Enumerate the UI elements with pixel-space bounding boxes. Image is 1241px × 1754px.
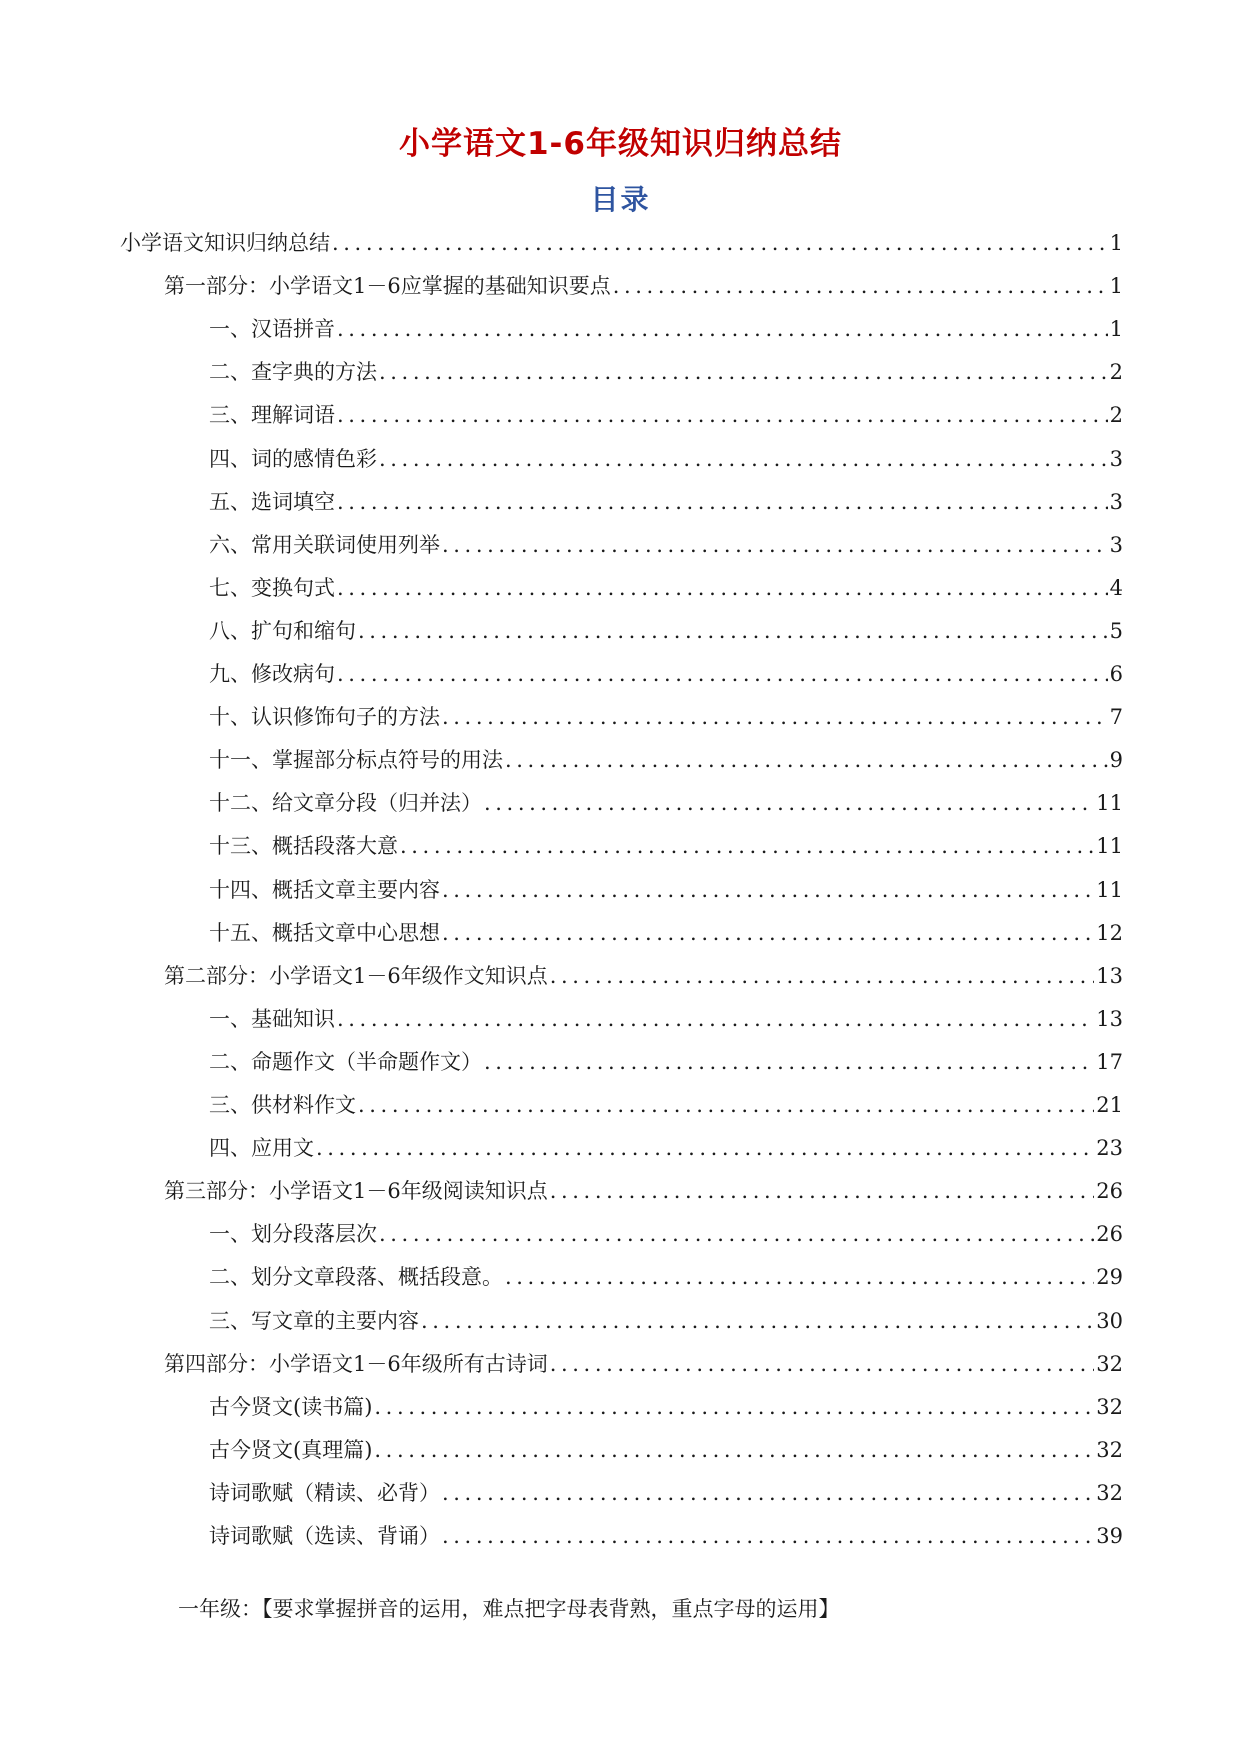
toc-dot-leader [442, 700, 1108, 734]
toc-entry[interactable] [209, 1304, 1123, 1338]
toc-entry[interactable] [209, 829, 1123, 863]
toc-entry[interactable] [209, 1217, 1123, 1251]
toc-entry-title: 一、基础知识 [209, 1006, 335, 1031]
toc-entry[interactable] [209, 1476, 1123, 1510]
toc-dot-leader [550, 959, 1095, 993]
toc-dot-leader [484, 786, 1094, 820]
toc-page-number: 11 [1096, 791, 1123, 816]
toc-entry[interactable] [209, 485, 1123, 519]
toc-entry-title: 八、扩句和缩句 [209, 618, 356, 643]
toc-page-number: 3 [1109, 446, 1123, 471]
toc-entry[interactable] [164, 1347, 1123, 1381]
toc-entry-title: 十、认识修饰句子的方法 [209, 705, 440, 730]
toc-entry[interactable] [209, 1433, 1123, 1467]
document-title: 小学语文1-6年级知识归纳总结 [398, 126, 842, 162]
toc-dot-leader [337, 1002, 1094, 1036]
toc-page-number: 32 [1096, 1480, 1123, 1505]
toc-dot-leader [337, 398, 1108, 432]
toc-dot-leader [400, 829, 1094, 863]
toc-entry[interactable] [164, 1174, 1123, 1208]
toc-page-number: 3 [1109, 489, 1123, 514]
toc-entry-title: 四、词的感情色彩 [209, 446, 377, 471]
toc-entry-title: 诗词歌赋（精读、必背） [209, 1480, 440, 1505]
toc-dot-leader [505, 1260, 1094, 1294]
toc-dot-leader [613, 269, 1108, 303]
toc-page-number: 21 [1096, 1093, 1123, 1117]
toc-page-number: 11 [1096, 834, 1123, 859]
toc-page-number: 6 [1109, 662, 1123, 686]
toc-entry-title: 第四部分：小学语文1－6年级所有古诗词 [164, 1351, 548, 1376]
toc-dot-leader [550, 1347, 1095, 1381]
toc-entry[interactable] [209, 1260, 1123, 1294]
toc-entry-title: 第一部分：小学语文1－6应掌握的基础知识要点 [164, 274, 611, 299]
toc-entry-title: 二、命题作文（半命题作文） [209, 1049, 482, 1074]
toc-dot-leader [332, 226, 1108, 260]
toc-page-number: 2 [1109, 403, 1123, 428]
toc-page-number: 1 [1109, 274, 1123, 299]
toc-entry[interactable] [209, 442, 1123, 476]
toc-entry[interactable] [209, 1519, 1123, 1553]
toc-entry[interactable] [209, 1088, 1123, 1122]
toc-entry[interactable] [209, 1390, 1123, 1424]
toc-page-number: 11 [1096, 877, 1123, 902]
toc-page-number: 4 [1109, 575, 1123, 600]
toc-page-number: 17 [1096, 1049, 1123, 1074]
toc-page-number: 13 [1096, 1006, 1123, 1031]
toc-page-number: 1 [1109, 231, 1123, 255]
toc-entry[interactable] [164, 269, 1123, 303]
toc-dot-leader [379, 1217, 1094, 1251]
grade-requirement-line: 一年级：【要求掌握拼音的运用，难点把字母表背熟，重点字母的运用】 [178, 1597, 840, 1621]
toc-dot-leader [379, 442, 1108, 476]
toc-entry-title: 第二部分：小学语文1－6年级作文知识点 [164, 963, 548, 988]
toc-entry[interactable] [209, 657, 1123, 691]
toc-entry-title: 十五、概括文章中心思想 [209, 920, 440, 945]
toc-dot-leader [337, 485, 1108, 519]
toc-page-number: 1 [1109, 317, 1123, 342]
toc-entry[interactable] [164, 959, 1123, 993]
toc-entry[interactable] [209, 786, 1123, 820]
toc-entry-title: 古今贤文(真理篇) [209, 1437, 373, 1462]
toc-dot-leader [358, 1088, 1094, 1122]
toc-entry-title: 三、理解词语 [209, 403, 335, 428]
toc-page-number: 32 [1096, 1437, 1123, 1462]
toc-page-number: 5 [1109, 618, 1123, 643]
toc-dot-leader [337, 312, 1108, 346]
toc-page-number: 29 [1096, 1265, 1123, 1290]
toc-dot-leader [484, 1045, 1094, 1079]
toc-entry-title: 诗词歌赋（选读、背诵） [209, 1524, 440, 1548]
toc-entry-title: 七、变换句式 [209, 575, 335, 600]
toc-page-number: 9 [1109, 748, 1123, 773]
toc-entry-title: 三、写文章的主要内容 [209, 1308, 419, 1333]
toc-entry[interactable] [209, 355, 1123, 389]
toc-page-number: 23 [1096, 1136, 1123, 1161]
toc-entry-title: 一、划分段落层次 [209, 1222, 377, 1247]
toc-entry-title: 二、划分文章段落、概括段意。 [209, 1265, 503, 1290]
toc-entry-title: 小学语文知识归纳总结 [120, 231, 330, 255]
toc-entry[interactable] [209, 916, 1123, 950]
toc-entry-title: 五、选词填空 [209, 489, 335, 514]
toc-entry-title: 十二、给文章分段（归并法） [209, 791, 482, 816]
toc-heading: 目录 [590, 183, 651, 216]
toc-page-number: 12 [1096, 920, 1123, 945]
toc-dot-leader [358, 614, 1108, 648]
toc-page-number: 39 [1096, 1524, 1123, 1548]
toc-dot-leader [442, 1476, 1094, 1510]
toc-page-number: 26 [1096, 1222, 1123, 1247]
toc-page-number: 32 [1096, 1351, 1123, 1376]
toc-page-number: 32 [1096, 1394, 1123, 1419]
toc-entry-title: 十一、掌握部分标点符号的用法 [209, 748, 503, 773]
toc-entry-title: 九、修改病句 [209, 662, 335, 686]
toc-entry[interactable] [209, 700, 1123, 734]
toc-dot-leader [316, 1131, 1094, 1165]
toc-entry[interactable] [209, 398, 1123, 432]
toc-entry-title: 一、汉语拼音 [209, 317, 335, 342]
toc-dot-leader [442, 1519, 1094, 1553]
toc-entry-title: 十四、概括文章主要内容 [209, 877, 440, 902]
toc-entry[interactable] [209, 1131, 1123, 1165]
toc-dot-leader [442, 528, 1108, 562]
toc-page-number: 13 [1096, 963, 1123, 988]
toc-dot-leader [374, 1433, 1094, 1467]
toc-entry-title: 十三、概括段落大意 [209, 834, 398, 859]
toc-page-number: 26 [1096, 1179, 1123, 1204]
toc-entry[interactable] [209, 312, 1123, 346]
toc-page-number: 30 [1096, 1308, 1123, 1333]
toc-entry-title: 六、常用关联词使用列举 [209, 532, 440, 557]
toc-dot-leader [337, 657, 1108, 691]
toc-entry[interactable] [209, 528, 1123, 562]
toc-dot-leader [550, 1174, 1095, 1208]
toc-entry[interactable] [209, 1045, 1123, 1079]
toc-dot-leader [337, 571, 1108, 605]
toc-dot-leader [374, 1390, 1094, 1424]
toc-page-number: 2 [1109, 360, 1123, 385]
toc-page-number: 7 [1109, 705, 1123, 730]
toc-page-number: 3 [1109, 532, 1123, 557]
toc-dot-leader [442, 873, 1094, 907]
toc-entry[interactable] [209, 873, 1123, 907]
toc-entry-title: 古今贤文(读书篇) [209, 1394, 373, 1419]
toc-entry[interactable] [209, 743, 1123, 777]
toc-entry[interactable] [209, 614, 1123, 648]
toc-entry[interactable] [120, 226, 1123, 260]
toc-entry-title: 二、查字典的方法 [209, 360, 377, 385]
toc-entry[interactable] [209, 1002, 1123, 1036]
toc-entry[interactable] [209, 571, 1123, 605]
toc-entry-title: 第三部分：小学语文1－6年级阅读知识点 [164, 1179, 548, 1204]
toc-dot-leader [379, 355, 1108, 389]
toc-entry-title: 四、应用文 [209, 1136, 314, 1161]
toc-entry-title: 三、供材料作文 [209, 1093, 356, 1117]
toc-dot-leader [421, 1304, 1094, 1338]
toc-dot-leader [505, 743, 1108, 777]
toc-dot-leader [442, 916, 1094, 950]
